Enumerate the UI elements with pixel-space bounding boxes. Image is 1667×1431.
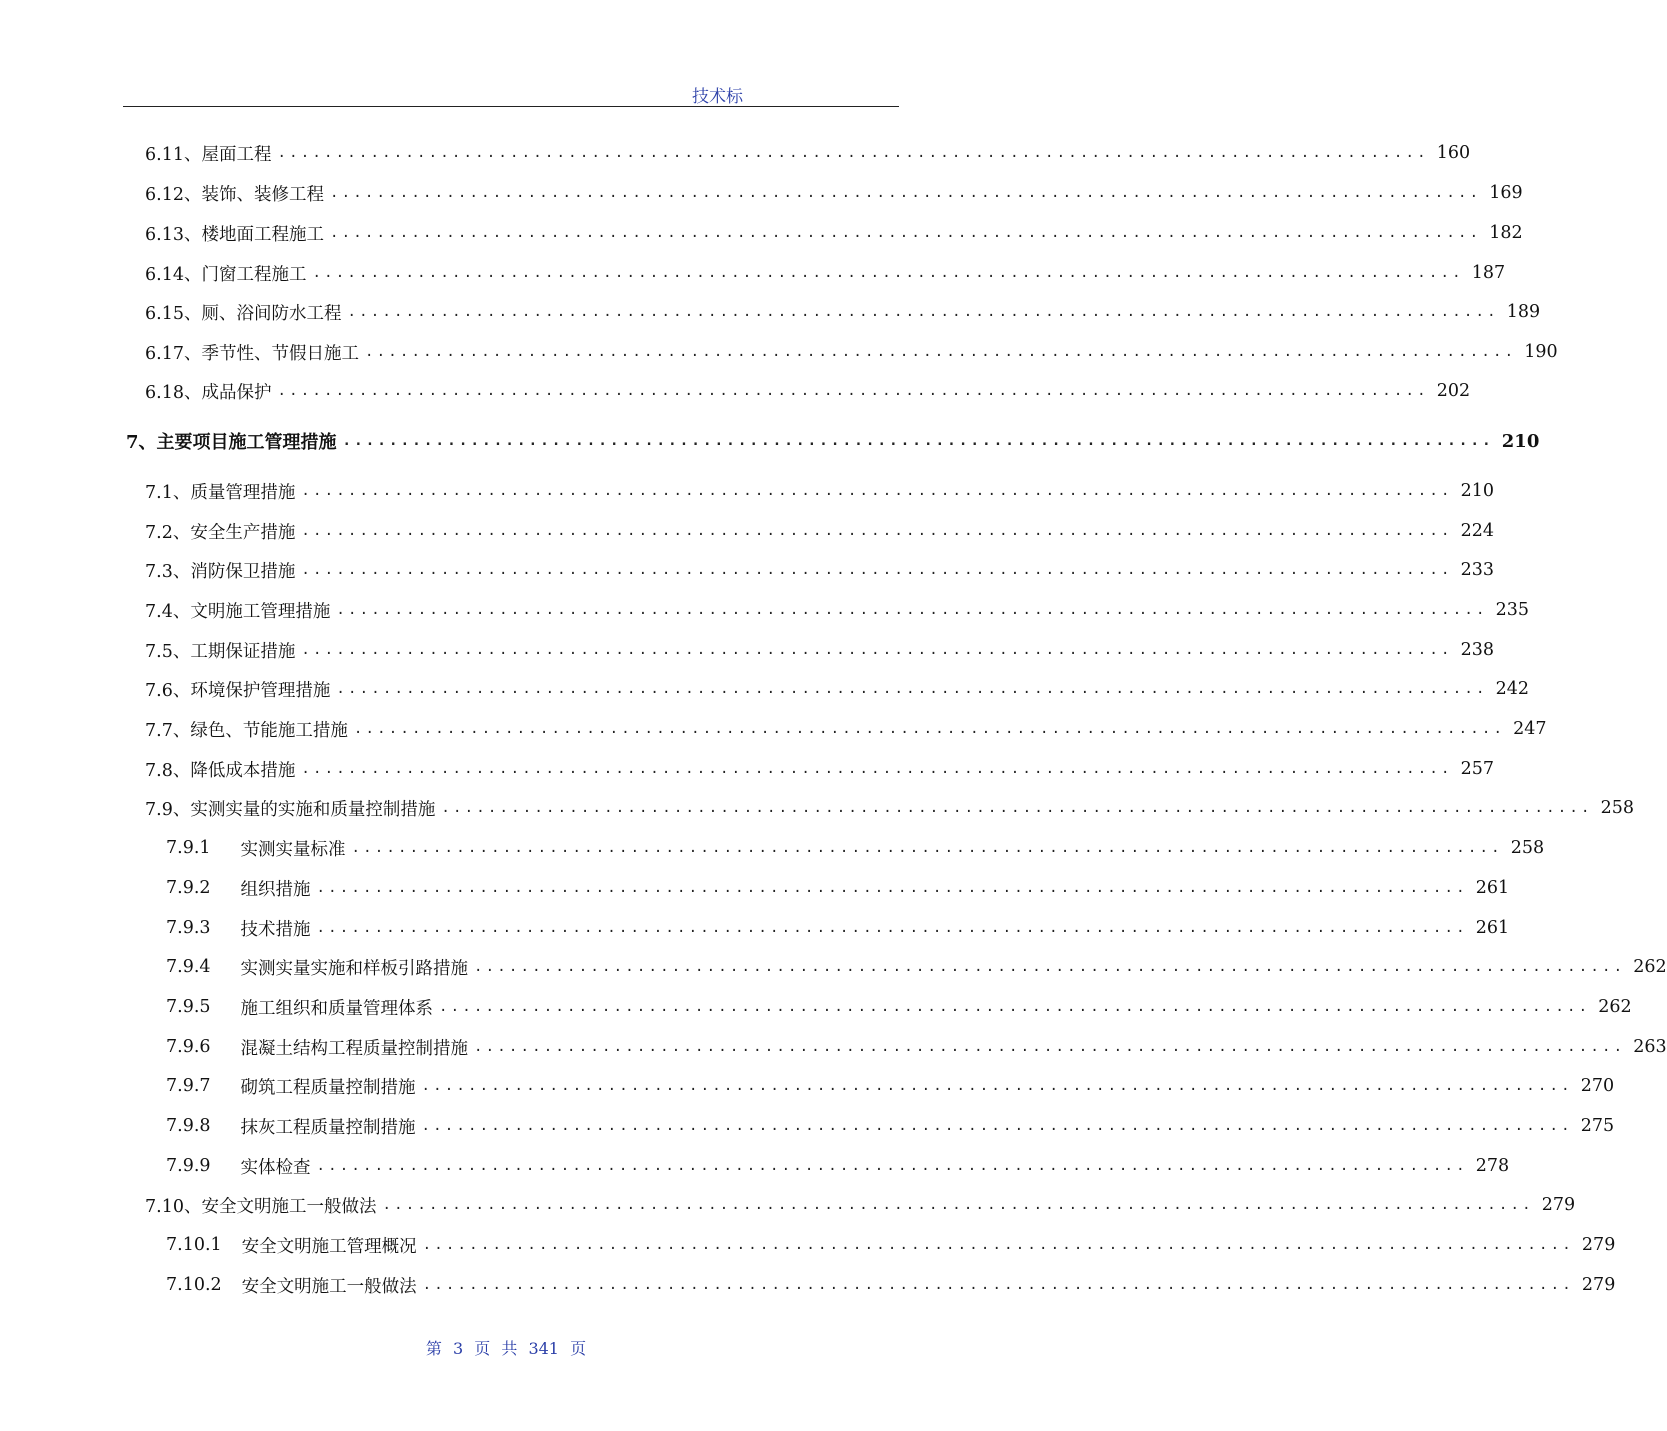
toc-entry[interactable] (145, 788, 1634, 828)
toc-entry-page-number: 210 (1501, 430, 1540, 452)
toc-dot-leader: ................................................................................................... (301, 562, 1453, 578)
toc-entry-title: 屋面工程 (201, 144, 272, 165)
toc-dot-leader: ................................................................................................... (382, 1197, 1534, 1213)
toc-entry-number: 7.10、 (145, 1196, 202, 1217)
toc-entry-number: 7.9.1 (166, 838, 211, 858)
toc-entry[interactable] (145, 173, 1523, 213)
toc-entry-page-number: 233 (1460, 560, 1494, 580)
toc-entry-number: 7.4、 (145, 601, 191, 622)
toc-entry-page-number: 263 (1633, 1037, 1667, 1057)
toc-entry[interactable] (166, 1106, 1615, 1146)
toc-entry-number: 7.6、 (145, 680, 191, 701)
toc-dot-leader: ................................................................................................... (312, 265, 1464, 281)
toc-entry-page-number: 202 (1436, 381, 1471, 401)
toc-entry[interactable] (145, 511, 1494, 551)
toc-entry-number: 7.9、 (145, 799, 191, 820)
toc-entry-page-number: 182 (1489, 223, 1523, 243)
toc-entry-page-number: 261 (1475, 878, 1510, 898)
toc-entry-title: 实测实量的实施和质量控制措施 (190, 799, 436, 820)
toc-entry-number: 7.10.2 (166, 1275, 222, 1295)
toc-entry[interactable] (145, 253, 1506, 293)
toc-entry-number: 7.9.9 (166, 1156, 211, 1176)
toc-dot-leader: ................................................................................................... (351, 840, 1503, 856)
toc-dot-leader: ................................................................................................... (301, 761, 1453, 777)
toc-dot-leader: ................................................................................................... (316, 1158, 1468, 1174)
toc-dot-leader: ................................................................................................... (474, 959, 1626, 975)
toc-entry-number: 6.18、 (145, 382, 202, 403)
toc-dot-leader: ................................................................................................... (336, 681, 1488, 697)
toc-dot-leader: ................................................................................................... (277, 383, 1429, 399)
toc-entry-page-number: 258 (1600, 798, 1634, 818)
toc-entry-number: 7.9.7 (166, 1076, 211, 1096)
toc-entry-title: 抹灰工程质量控制措施 (240, 1117, 416, 1138)
toc-dot-leader: ................................................................................................... (421, 1118, 1573, 1134)
toc-entry-title: 施工组织和质量管理体系 (240, 998, 434, 1019)
toc-entry-title: 混凝土结构工程质量控制措施 (240, 1038, 469, 1059)
toc-entry[interactable] (145, 669, 1529, 709)
toc-entry[interactable] (145, 1185, 1576, 1225)
toc-entry-page-number: 210 (1460, 481, 1494, 501)
toc-dot-leader: ................................................................................................... (316, 880, 1468, 896)
toc-dot-leader: ................................................................................................... (277, 145, 1429, 161)
toc-entry-number: 7.9.3 (166, 918, 211, 938)
toc-dot-leader: ................................................................................................... (301, 483, 1453, 499)
toc-entry-page-number: 278 (1475, 1156, 1510, 1176)
toc-entry-page-number: 279 (1581, 1275, 1616, 1295)
toc-entry-title: 降低成本措施 (190, 760, 296, 781)
toc-entry-page-number: 160 (1436, 143, 1471, 163)
toc-entry-title: 季节性、节假日施工 (201, 343, 359, 364)
toc-entry-page-number: 279 (1541, 1195, 1576, 1215)
toc-dot-leader: ................................................................................................... (422, 1277, 1574, 1293)
toc-dot-leader: ................................................................................................... (329, 225, 1482, 241)
toc-entry[interactable] (166, 1146, 1510, 1186)
toc-entry-number: 7、 (126, 432, 157, 453)
toc-entry[interactable] (145, 332, 1558, 372)
toc-dot-leader: ................................................................................................... (342, 433, 1494, 449)
toc-entry-title: 实体检查 (240, 1157, 311, 1178)
toc-dot-leader: ................................................................................................... (474, 1039, 1626, 1055)
toc-entry-page-number: 261 (1475, 918, 1510, 938)
toc-entry-title: 装饰、装修工程 (201, 184, 324, 205)
toc-entry-number: 7.3、 (145, 561, 191, 582)
toc-entry-number: 6.12、 (145, 184, 202, 205)
toc-dot-leader: ................................................................................................... (336, 602, 1488, 618)
toc-entry-title: 门窗工程施工 (201, 264, 307, 285)
toc-dot-leader: ................................................................................................... (329, 185, 1482, 201)
toc-entry[interactable] (145, 133, 1471, 173)
toc-entry[interactable] (145, 590, 1529, 630)
toc-entry[interactable] (145, 550, 1494, 590)
page-header-title: 技术标 (692, 87, 743, 107)
toc-entry-title: 安全文明施工一般做法 (241, 1276, 417, 1297)
toc-entry[interactable] (166, 987, 1632, 1027)
toc-entry-title: 安全生产措施 (190, 522, 296, 543)
toc-entry-page-number: 247 (1513, 719, 1547, 739)
toc-entry-number: 6.13、 (145, 224, 202, 245)
toc-entry-number: 7.9.8 (166, 1116, 211, 1136)
toc-dot-leader: ................................................................................................... (301, 642, 1453, 658)
toc-dot-leader: ................................................................................................... (301, 523, 1453, 539)
toc-entry[interactable] (166, 908, 1510, 948)
toc-entry-number: 7.8、 (145, 760, 191, 781)
toc-entry-number: 6.15、 (145, 303, 202, 324)
toc-entry-title: 文明施工管理措施 (190, 601, 331, 622)
toc-entry-number: 7.1、 (145, 482, 191, 503)
toc-entry-page-number: 258 (1510, 838, 1545, 858)
toc-entry-page-number: 189 (1506, 302, 1541, 322)
toc-entry-number: 7.5、 (145, 641, 191, 662)
toc-entry-title: 技术措施 (240, 919, 311, 940)
toc-entry-number: 7.9.5 (166, 997, 211, 1017)
toc-entry-page-number: 235 (1495, 600, 1529, 620)
toc-entry-number: 6.11、 (145, 144, 202, 165)
toc-entry[interactable] (166, 1066, 1615, 1106)
toc-entry-title: 成品保护 (201, 382, 272, 403)
toc-entry[interactable] (166, 828, 1545, 868)
toc-entry[interactable] (145, 213, 1523, 253)
toc-entry[interactable] (145, 630, 1494, 670)
toc-entry[interactable] (166, 868, 1510, 908)
toc-entry-page-number: 270 (1580, 1076, 1615, 1096)
toc-entry-title: 绿色、节能施工措施 (190, 720, 348, 741)
toc-entry-title: 安全文明施工一般做法 (201, 1196, 377, 1217)
toc-entry-number: 7.10.1 (166, 1235, 222, 1255)
toc-entry-page-number: 238 (1460, 640, 1494, 660)
toc-dot-leader: ................................................................................................... (316, 920, 1468, 936)
toc-entry-title: 环境保护管理措施 (190, 680, 331, 701)
toc-entry-page-number: 262 (1598, 997, 1632, 1017)
toc-entry-number: 7.9.6 (166, 1037, 211, 1057)
toc-entry-number: 7.7、 (145, 720, 191, 741)
toc-entry[interactable] (166, 1027, 1667, 1067)
toc-dot-leader: ................................................................................................... (347, 304, 1499, 320)
toc-entry[interactable] (126, 421, 1540, 461)
toc-entry-page-number: 279 (1581, 1235, 1616, 1255)
toc-entry-title: 质量管理措施 (190, 482, 296, 503)
toc-entry-title: 组织措施 (240, 879, 311, 900)
toc-dot-leader: ................................................................................................... (422, 1237, 1574, 1253)
toc-entry[interactable] (145, 749, 1494, 789)
toc-entry-page-number: 262 (1633, 957, 1667, 977)
toc-dot-leader: ................................................................................................... (441, 800, 1593, 816)
page-footer: 第 3 页 共 341 页 (425, 1339, 587, 1358)
toc-entry-title: 安全文明施工管理概况 (241, 1236, 417, 1257)
toc-entry-page-number: 169 (1489, 183, 1523, 203)
toc-dot-leader: ................................................................................................... (421, 1078, 1573, 1094)
toc-entry-number: 7.9.4 (166, 957, 211, 977)
toc-entry-page-number: 242 (1495, 679, 1529, 699)
toc-entry[interactable] (145, 471, 1494, 511)
toc-entry-title: 消防保卫措施 (190, 561, 296, 582)
toc-entry[interactable] (166, 947, 1667, 987)
toc-entry-number: 6.14、 (145, 264, 202, 285)
toc-entry-title: 实测实量标准 (240, 839, 346, 860)
toc-entry-title: 厕、浴间防水工程 (201, 303, 342, 324)
toc-entry[interactable] (166, 1265, 1616, 1305)
toc-entry[interactable] (145, 709, 1547, 749)
toc-entry-page-number: 257 (1460, 759, 1494, 779)
toc-entry[interactable] (145, 371, 1471, 411)
toc-entry-number: 7.9.2 (166, 878, 211, 898)
toc-entry-title: 实测实量实施和样板引路措施 (240, 958, 469, 979)
toc-entry-page-number: 187 (1471, 263, 1506, 283)
toc-entry-title: 工期保证措施 (190, 641, 296, 662)
toc-entry-page-number: 190 (1524, 342, 1558, 362)
toc-entry-number: 6.17、 (145, 343, 202, 364)
header-divider (123, 106, 899, 107)
toc-entry-page-number: 275 (1580, 1116, 1615, 1136)
toc-dot-leader: ................................................................................................... (364, 344, 1517, 360)
toc-entry-title: 楼地面工程施工 (201, 224, 324, 245)
toc-entry-page-number: 224 (1460, 521, 1494, 541)
toc-entry[interactable] (166, 1225, 1616, 1265)
toc-entry-title: 砌筑工程质量控制措施 (240, 1077, 416, 1098)
toc-dot-leader: ................................................................................................... (439, 999, 1591, 1015)
toc-entry-title: 主要项目施工管理措施 (156, 432, 337, 453)
toc-entry-number: 7.2、 (145, 522, 191, 543)
toc-entry[interactable] (145, 292, 1541, 332)
toc-dot-leader: ................................................................................................... (353, 721, 1506, 737)
